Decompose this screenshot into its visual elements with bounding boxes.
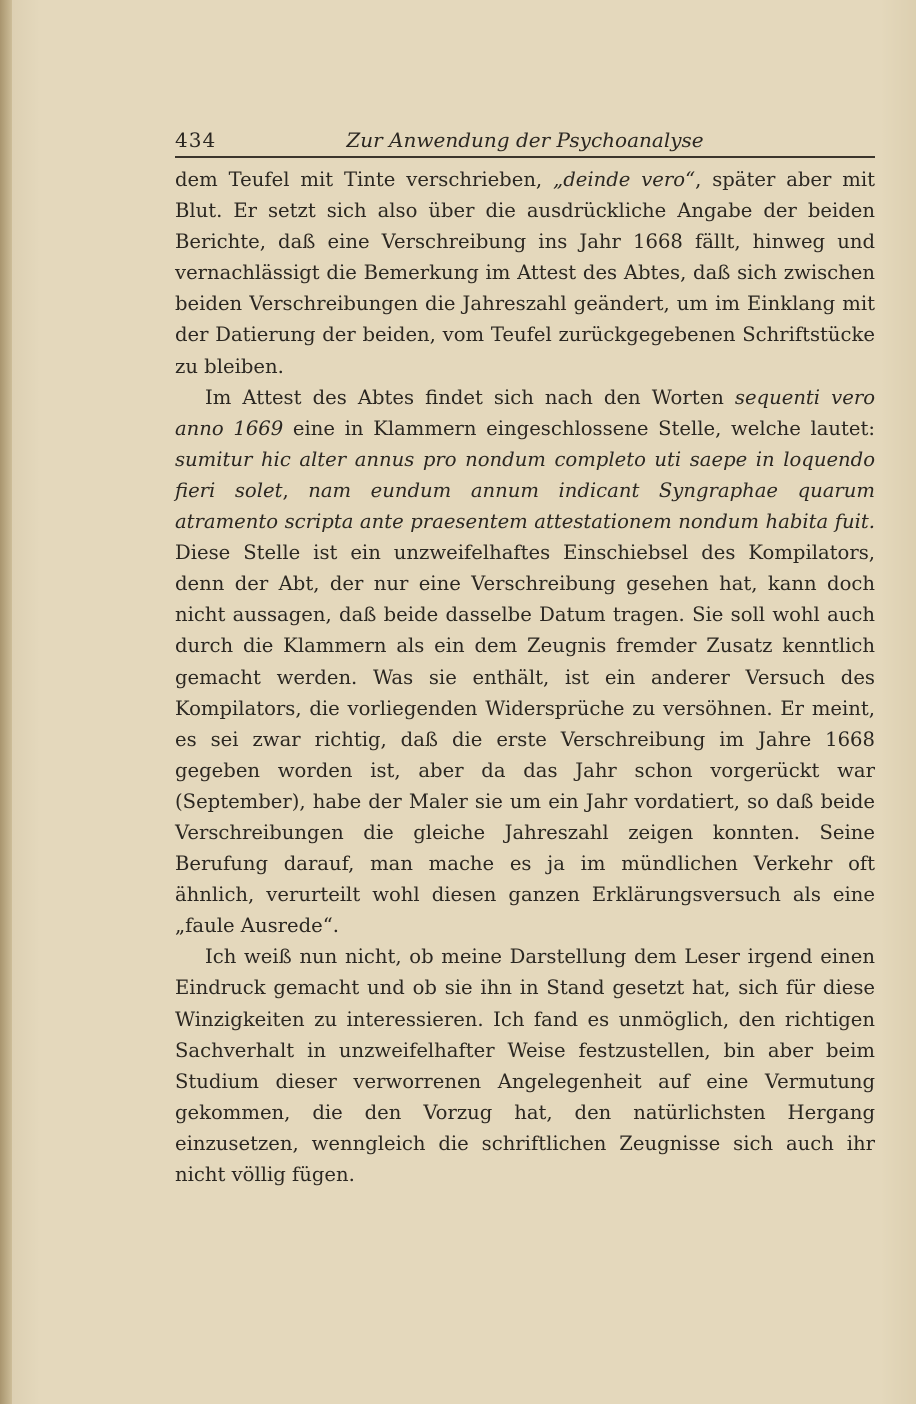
latin-quote: „deinde vero“	[553, 168, 696, 191]
page-header	[175, 122, 875, 158]
text-segment: Ich weiß nun nicht, ob meine Darstellung dem Leser irgend einen Eindruck gemacht und ob sie ihn in Stand gesetzt hat, sich für diese Winzigkeiten zu interessieren. Ich fand es unmöglich, den richtigen Sachverhalt in unzweifelhafter Weise festzustellen, bin aber beim Studium dieser verworrenen Angelegenheit auf eine Vermutung gekommen, die den Vorzug hat, den natürlichsten Hergang einzusetzen, wenngleich die schriftlichen Zeugnisse sich auch ihr nicht völlig fügen.	[175, 945, 875, 1186]
text-segment: dem Teufel mit Tinte verschrieben,	[175, 168, 554, 191]
body-text	[175, 164, 875, 1190]
text-segment: Diese Stelle ist ein unzweifelhaftes Einschiebsel des Kompilators, denn der Abt, der nur eine Verschreibung gesehen hat, kann doch nicht aussagen, daß beide dasselbe Datum tragen. Sie soll wohl auch durch die Klammern als ein dem Zeugnis fremder Zusatz kenntlich gemacht werden. Was sie enthält, ist ein anderer Versuch des Kompilators, die vorliegenden Widersprüche zu versöhnen. Er meint, es sei zwar richtig, daß die erste Verschreibung im Jahre 1668 gegeben worden ist, aber da das Jahr schon vorgerückt war (September), habe der Maler sie um ein Jahr vordatiert, so daß beide Verschreibungen die gleiche Jahreszahl zeigen konnten. Seine Berufung darauf, man mache es ja im mündlichen Verkehr oft ähnlich, verurteilt wohl diesen ganzen Erklärungsversuch als eine „faule Ausrede“.	[175, 541, 875, 938]
paragraph-2	[175, 382, 875, 942]
text-segment: Im Attest des Abtes findet sich nach den Worten	[205, 385, 735, 409]
page-spine-edge	[0, 0, 12, 1404]
page-number: 434	[175, 128, 217, 152]
latin-quote: nam eundum annum indicant Syngraphae quarum atramento scripta ante praesentem attestationem nondum habita fuit.	[175, 478, 875, 534]
text-segment: , später aber mit Blut. Er setzt sich also über die ausdrückliche Angabe der beiden Berichte, daß eine Verschreibung ins Jahr 1668 fällt, hinweg und vernachlässigt die Bemerkung im Attest des Abtes, daß sich zwischen beiden Verschreibungen die Jahreszahl geändert, um im Einklang mit der Datierung der beiden, vom Teufel zurückgegebenen Schriftstücke zu bleiben.	[175, 168, 875, 378]
text-segment: eine in Klammern eingeschlossene Stelle, welche lautet:	[283, 416, 875, 440]
running-title: Zur Anwendung der Psychoanalyse	[346, 128, 704, 152]
latin-phrase: sequenti vero anno 1669	[175, 385, 875, 440]
latin-quote: sumitur hic alter annus pro nondum completo uti saepe in loquendo fieri solet	[175, 447, 875, 502]
paragraph-3	[175, 941, 875, 1190]
paragraph-1	[175, 164, 875, 382]
text-segment: ,	[282, 478, 309, 502]
